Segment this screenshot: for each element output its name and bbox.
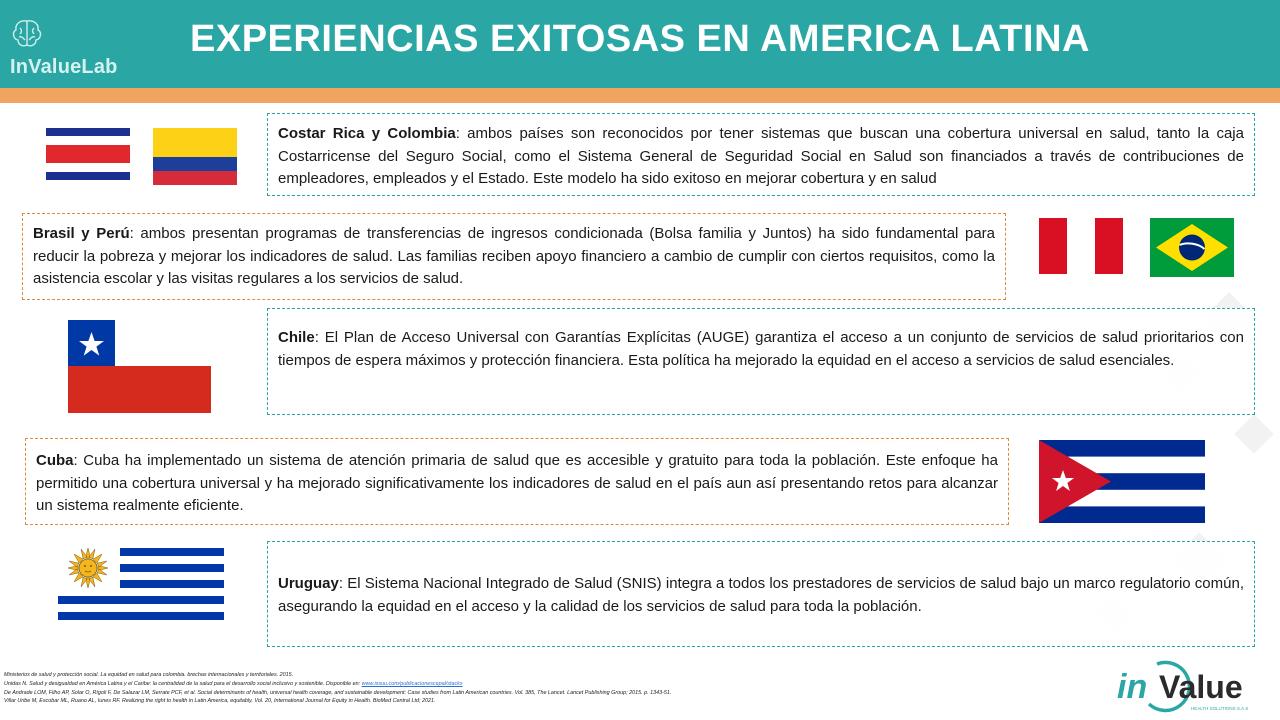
card-country: Cuba [36, 452, 74, 469]
card-country: Brasil y Perú [33, 225, 130, 242]
logo-text: InValueLab [10, 56, 118, 78]
invaluelab-logo [6, 18, 176, 82]
card-uruguay [267, 541, 1255, 647]
logo-sub-text: HEALTH SOLUTIONS S.A.S [1191, 706, 1249, 711]
costa-rica-flag [46, 128, 130, 180]
reference-1: Ministerios de salud y protección social. La equidad en salud para colombia. brechas internacionales y territoriales. 2015. [4, 672, 294, 678]
reference-link[interactable]: www.issuu.com/publicacionescepal/stacks [361, 680, 463, 687]
logo-value-text: Value [1159, 669, 1243, 705]
card-text: : ambos presentan programas de transferencias de ingresos condicionada (Bolsa familia y Juntos) ha sido fundamental para reducir la pobreza y mejorar los indicadores de salud. Las familias reciben apoyo financiero a cambio de cumplir con ciertos requisitos, como la asistencia escolar y las visitas regulares a los servicios de salud. [33, 225, 996, 287]
brazil-flag [1150, 218, 1234, 277]
invalue-brand-logo [1115, 656, 1265, 716]
logo-in-text: in [1117, 668, 1148, 706]
page-title: EXPERIENCIAS EXITOSAS EN AMERICA LATINA [190, 18, 1090, 60]
chile-flag [68, 320, 211, 413]
card-costa-rica-colombia [267, 113, 1255, 196]
reference-4: Villar Uribe M, Escobar ML, Ruano AL, Iunes RF. Realizing the right to health in Latin America, equitably. Vol. 20, International Journal for Equity in Health. BioMed Central Ltd; 2021. [4, 698, 436, 705]
peru-flag [1039, 218, 1123, 274]
reference-2: Unidas N. Salud y desigualdad en América Latina y el Caribe: la centralidad de la salud para el desarrollo social inclusivo y sostenible. Disponible en: www.issuu.com/publicacionescepal/stacks [4, 680, 463, 687]
card-country: Uruguay [278, 575, 339, 592]
uruguay-flag [58, 548, 224, 620]
reference-3: De Andrade LOM, Filho AP, Solar O, Rígoli F, De Salazar LM, Serrate PCF, et al. Social determinants of health, universal health coverage, and sustainable development: Case studies from Latin American countries. Vol. 385, The Lancet. Lancet Publishing Group; 2015. p. 1343-51. [4, 689, 672, 696]
card-text: : El Sistema Nacional Integrado de Salud (SNIS) integra a todos los prestadores de servicios de salud bajo un marco regulatorio común, asegurando la equidad en el acceso y la calidad de los servicios de salud para toda la población. [278, 575, 1244, 615]
background-decoration [1234, 414, 1274, 454]
card-country: Costar Rica y Colombia [278, 125, 456, 142]
colombia-flag [153, 128, 237, 185]
header-accent-band [0, 88, 1280, 103]
card-text: : Cuba ha implementado un sistema de atención primaria de salud que es accesible y gratuito para toda la población. Este enfoque ha permitido una cobertura universal y ha mejorado significativamente los indicadores de salud en el país aun así presentando retos para alcanzar un sistema realmente eficiente. [36, 452, 998, 514]
card-text: : El Plan de Acceso Universal con Garantías Explícitas (AUGE) garantiza el acceso a un conjunto de servicios de salud prioritarios con tiempos de espera máximos y protección financiera. Esta política ha mejorado la equidad en el acceso a servicios de salud esenciales. [278, 329, 1244, 369]
cuba-flag [1039, 440, 1205, 523]
card-text: : ambos países son reconocidos por tener sistemas que buscan una cobertura universal en salud, tanto la caja Costarricense del Seguro Social, como el Sistema General de Seguridad Social en Salud son financiados a través de contribuciones de empleadores, empleados y el Estado. Este modelo ha sido exitoso en mejorar cobertura y en salud [278, 125, 1244, 187]
brain-icon [10, 18, 44, 50]
card-chile [267, 308, 1255, 415]
card-country: Chile [278, 329, 315, 346]
card-brasil-peru [22, 213, 1006, 300]
references [4, 671, 1004, 706]
card-cuba [25, 438, 1009, 525]
